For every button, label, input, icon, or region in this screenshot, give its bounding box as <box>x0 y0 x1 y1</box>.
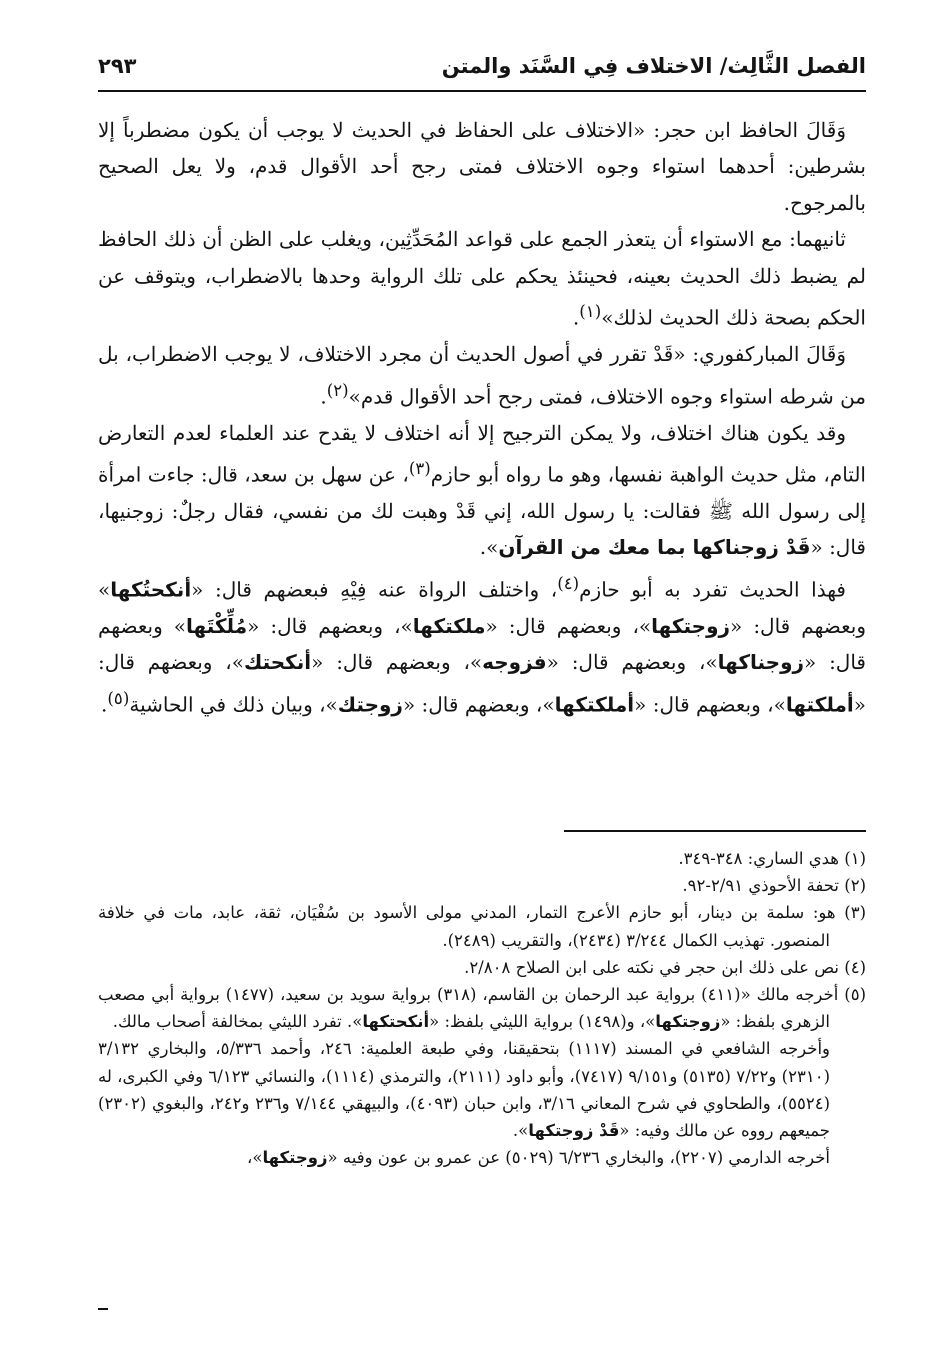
text-run: ، عن سهل بن سعد، قال: جاءت امرأة إلى رسول الله ﷺ فقالت: يا رسول الله، إني قَدْ وهبت لك من نفسي، فقال رجلٌ: زوجنيها، قال: « <box>98 462 866 560</box>
footnote <box>98 1144 866 1171</box>
text-run: وَقَالَ المباركفوري: «قَدْ تقرر في أصول الحديث أن مجرد الاختلاف، لا يوجب الاضطراب، بل من شرطه استواء وجوه الاختلاف، فمتى رجح أحد الأقوال قدم» <box>98 342 866 409</box>
text-run: »، وبعضهم قال: « <box>634 692 786 717</box>
text-run: وأخرجه الشافعي في المسند (١١١٧) بتحقيقنا، وفي طبعة العلمية: ٢٤٦، وأحمد ٥/٣٣٦، والبخاري ٣/١٣٢ (٢٣١٠) و٧/٢٢ (٥١٣٥) و٩/١٥١ (٧٤١٧)، وأبو داود (٢١١١)، والترمذي (١١١٤)، والنسائي ٦/١٢٣ وفي الكبرى، له (٥٥٢٤)، والطحاوي في شرح المعاني ٣/١٦، وابن حبان (٤٠٩٣)، والبيهقي ٧/١٤٤ و٢٣٦ و٢٤٢، والبغوي (٢٣٠٢) جميعهم رووه عن مالك وفيه: « <box>98 1039 831 1141</box>
emphasized-wording: أنكحتك <box>243 650 312 675</box>
text-run: وقد يكون هناك اختلاف، ولا يمكن الترجيح إلا أنه اختلاف لا يقدح عند العلماء لعدم التعارض التام، مثل حديث الواهبة نفسها، وهو ما رواه أبو حازم <box>98 420 866 487</box>
text-run: . <box>320 384 327 409</box>
emphasized-wording: مُلِّكْتَها <box>186 613 248 638</box>
footnote <box>98 872 866 899</box>
text-run: »، وبعضهم قال: « <box>311 650 483 675</box>
text-run: فهذا الحديث تفرد به أبو حازم <box>579 577 846 602</box>
footnote-ref: (٢) <box>326 380 349 400</box>
emphasized-wording: زوجتكها <box>262 1148 328 1168</box>
emphasized-wording: أملكتكها <box>554 692 635 717</box>
page-number: ٢٩٣ <box>98 54 137 78</box>
text-run: »، وبعضهم قال: « <box>247 613 413 638</box>
text-run: ». تفرد الليثي بمخالفة أصحاب مالك. <box>112 1012 363 1032</box>
footnote <box>98 899 866 953</box>
footnote-ref: (٤) <box>557 573 580 593</box>
footnote <box>98 981 866 1035</box>
emphasized-wording: زوجناكها <box>717 650 805 675</box>
running-header <box>98 52 866 92</box>
text-run: . <box>572 305 580 330</box>
text-run: (١) هدي الساري: ٣٤٨-٣٤٩. <box>678 849 866 868</box>
text-run: » وبعضهم قال: « <box>98 577 867 638</box>
footnote <box>98 845 866 872</box>
text-run: (٤) نص على ذلك ابن حجر في نكته على ابن الصلاح ٢/٨٠٨. <box>464 957 866 977</box>
text-run: »، وبعضهم قال: « <box>98 650 866 717</box>
emphasized-wording: زوجتكها <box>655 1012 721 1032</box>
text-run: » وبعضهم قال: « <box>98 613 866 675</box>
text-run: (٣) هو: سلمة بن دينار، أبو حازم الأعرج التمار، المدني مولى الأسود بن سُفْيَان، ثقة، عابد، مات في خلافة المنصور. تهذيب الكمال ٣/٢٤٤ (٢٤٣٤)، والتقريب (٢٤٨٩). <box>98 903 866 950</box>
emphasized-wording: أملكتها <box>785 692 854 717</box>
emphasized-wording: أنكحتكها <box>362 1012 430 1032</box>
text-run: ، واختلف الرواة عنه فِيْهِ فبعضهم قال: « <box>191 577 558 602</box>
paragraph <box>98 112 866 221</box>
paragraph <box>98 336 866 414</box>
text-run: ثانيهما: مع الاستواء أن يتعذر الجمع على قواعد المُحَدِّثِين، ويغلب على الظن أن ذلك الحافظ لم يضبط ذلك الحديث بعينه، فحينئذ يحكم على تلك الرواية وحدها بالاضطراب، ويتوقف عن الحكم بصحة ذلك الحديث لذلك» <box>98 227 866 330</box>
text-run: »، وبعضهم قال: « <box>546 650 718 675</box>
continuation-dash <box>98 1308 108 1310</box>
footnote-separator <box>564 830 866 832</box>
footnote <box>98 1035 866 1144</box>
emphasized-wording: قَدْ زوجناكها بما معك من القرآن <box>498 535 811 560</box>
paragraph <box>98 566 866 723</box>
footnote <box>98 954 866 981</box>
paragraph <box>98 415 866 566</box>
text-run: (٢) تحفة الأحوذي ٢/٩١-٩٢. <box>682 876 866 896</box>
main-text <box>98 112 866 723</box>
text-run: »، و(١٤٩٨) برواية الليثي بلفظ: « <box>429 1012 656 1032</box>
emphasized-wording: زوجتكها <box>651 613 731 638</box>
emphasized-wording: قَدْ زوجتكها <box>528 1121 620 1141</box>
footnote-ref: (٣) <box>408 458 431 478</box>
text-run: ». <box>479 535 499 560</box>
text-run: وَقَالَ الحافظ ابن حجر: «الاختلاف على الحفاظ في الحديث لا يوجب أن يكون مضطرباً إلا بشرطين: أحدهما استواء وجوه الاختلاف فمتى رجح أحد الأقوال قدم، ولا يعل الصحيح بالمرجوح. <box>98 118 866 215</box>
text-run: ». <box>512 1121 529 1141</box>
emphasized-wording: ملكتكها <box>412 613 486 638</box>
text-run: أخرجه الدارمي (٢٢٠٧)، والبخاري ٦/٢٣٦ (٥٠٢٩) عن عمرو بن عون وفيه « <box>327 1148 830 1168</box>
text-run: (٥) أخرجه مالك «(٤١١) برواية عبد الرحمان بن القاسم، (٣١٨) برواية سويد بن سعيد، (١٤٧٧) برواية أبي مصعب الزهري بلفظ: « <box>98 985 866 1032</box>
emphasized-wording: أنكحتُكها <box>110 577 192 602</box>
text-run: »، <box>247 1148 263 1168</box>
emphasized-wording: فزوجه <box>482 650 547 675</box>
footnote-ref: (٥) <box>107 688 130 708</box>
text-run: »، وبعضهم قال: « <box>402 692 555 717</box>
chapter-title: الفصل الثَّالِث/ الاختلاف فِي السَّنَد والمتن <box>441 54 866 78</box>
text-run: »، وبعضهم قال: « <box>485 613 652 638</box>
text-run: . <box>101 692 108 717</box>
footnotes <box>98 845 866 1171</box>
emphasized-wording: زوجتك <box>337 692 403 717</box>
text-run: »، وبيان ذلك في الحاشية <box>129 692 338 717</box>
paragraph <box>98 221 866 336</box>
footnote-ref: (١) <box>579 302 602 322</box>
